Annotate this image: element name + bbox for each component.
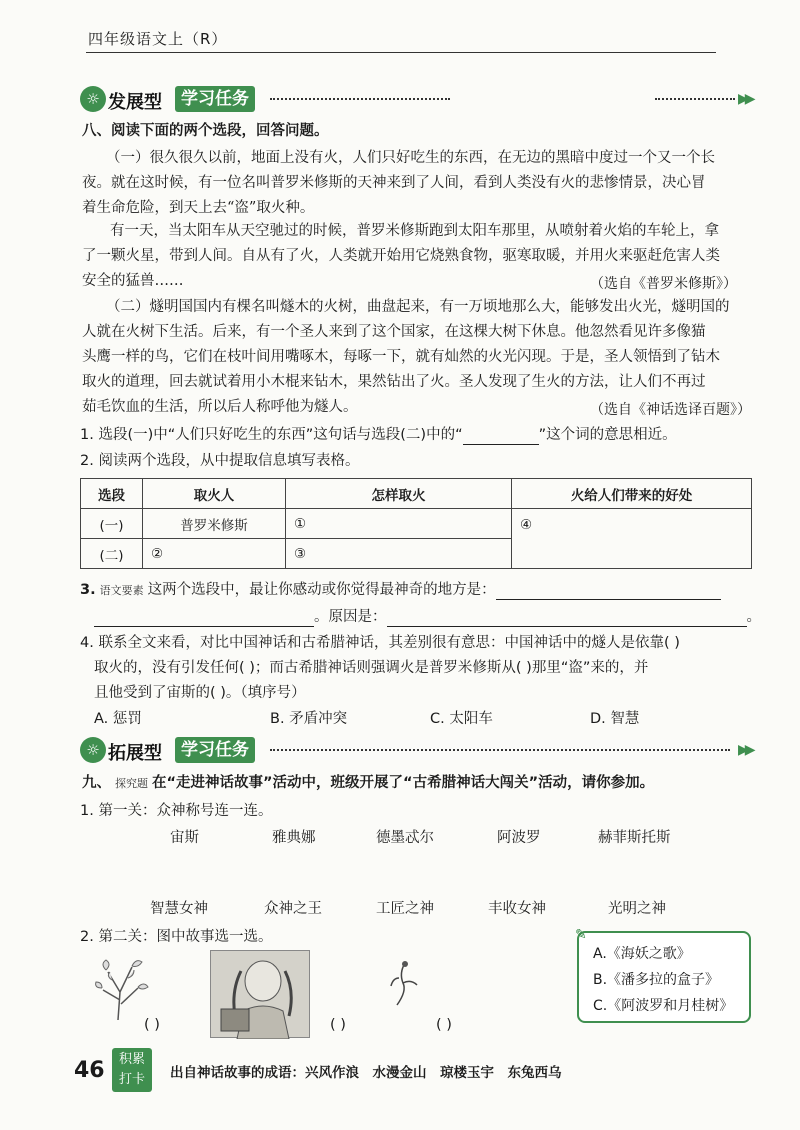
q8-sub4-line: 4. 联系全文来看，对比中国神话和古希腊神话，其差别很有意思：中国神话中的燧人是依靠( ) bbox=[80, 635, 680, 651]
passage-line: 着生命危险，到天上去“盗”取火种。 bbox=[82, 200, 315, 216]
double-arrow-icon: ▶▶ bbox=[738, 742, 752, 758]
answer-bracket[interactable]: ( ) bbox=[330, 1017, 346, 1033]
banner-tag: 学习任务 bbox=[175, 737, 255, 763]
q9-level2: 2. 第二关：图中故事选一选。 bbox=[80, 929, 273, 945]
accumulate-checkin-badge bbox=[112, 1048, 152, 1092]
double-arrow-icon: ▶▶ bbox=[738, 91, 752, 107]
banner-dots bbox=[270, 749, 730, 751]
table-cell-answer[interactable]: ④ bbox=[512, 509, 752, 569]
answer-bracket[interactable]: ( ) bbox=[144, 1017, 160, 1033]
god-title[interactable]: 众神之王 bbox=[264, 901, 322, 917]
passage-line: 夜。就在这时候，有一位名叫普罗米修斯的天神来到了人间，看到人类没有火的悲惨情景，决心冒 bbox=[82, 175, 706, 191]
q8-sub3-text: 这两个选段中，最让你感动或你觉得最神奇的地方是： bbox=[147, 582, 496, 598]
q8-sub4-line: 取火的，没有引发任何( )；而古希腊神话则强调火是普罗米修斯从( )那里“盗”来的，并 bbox=[94, 660, 649, 676]
god-name[interactable]: 德墨忒尔 bbox=[376, 830, 434, 846]
q9-level1: 1. 第一关：众神称号连一连。 bbox=[80, 803, 273, 819]
god-name[interactable]: 宙斯 bbox=[170, 830, 199, 846]
footer-idioms: 出自神话故事的成语：兴风作浪 水漫金山 琼楼玉宇 东兔西乌 bbox=[170, 1065, 562, 1081]
badge-line: 打卡 bbox=[118, 1072, 145, 1087]
q8-sub1-text: 1. 选段(一)中“人们只好吃生的东西”这句话与选段(二)中的“ bbox=[80, 427, 463, 443]
q8-sub3-reason-blank[interactable] bbox=[387, 612, 747, 627]
laurel-tree-picture bbox=[88, 952, 158, 1022]
siren-picture bbox=[385, 958, 425, 1008]
banner-dots bbox=[270, 98, 450, 100]
passage-line: 有一天，当太阳车从天空驰过的时候，普罗米修斯跑到太阳车那里，从喷射着火焰的车轮上，拿 bbox=[110, 223, 719, 239]
pandora-picture bbox=[210, 950, 310, 1038]
story-option-b: B.《潘多拉的盒子》 bbox=[593, 972, 720, 988]
banner-label: 发展型 bbox=[108, 92, 162, 113]
info-table bbox=[80, 478, 752, 569]
passage-source: （选自《普罗米修斯》） bbox=[590, 276, 737, 292]
option-b: B. 矛盾冲突 bbox=[270, 711, 348, 727]
q8-title: 八、阅读下面的两个选段，回答问题。 bbox=[82, 123, 329, 139]
table-header: 取火人 bbox=[143, 479, 286, 509]
q8-sub3-line2 bbox=[94, 608, 761, 627]
table-header: 火给人们带来的好处 bbox=[512, 479, 752, 509]
story-option-a: A.《海妖之歌》 bbox=[593, 946, 691, 962]
table-header: 怎样取火 bbox=[286, 479, 512, 509]
explore-tag: 探究题 bbox=[115, 777, 148, 790]
passage-line: 人就在火树下生活。后来，有一个圣人来到了这个国家，在这棵大树下休息。他忽然看见许多像猫 bbox=[82, 324, 706, 340]
passage-source: （选自《神话选译百题》） bbox=[590, 402, 751, 418]
god-title[interactable]: 智慧女神 bbox=[150, 901, 208, 917]
header-divider bbox=[86, 52, 716, 53]
god-title[interactable]: 光明之神 bbox=[608, 901, 666, 917]
table-cell: 普罗米修斯 bbox=[143, 509, 286, 539]
banner-dots bbox=[655, 98, 735, 100]
banner-tag: 学习任务 bbox=[175, 86, 255, 112]
god-title[interactable]: 工匠之神 bbox=[376, 901, 434, 917]
story-options-box bbox=[575, 927, 751, 1023]
q8-sub3-blank[interactable] bbox=[496, 585, 721, 600]
passage-line: 了一颗火星，带到人间。自从有了火，人类就开始用它烧熟食物，驱寒取暖，并用火来驱赶危害人类 bbox=[82, 248, 720, 264]
lightbulb-icon: ☼ bbox=[80, 86, 106, 112]
passage-line: （二）燧明国国内有棵名叫燧木的火树，曲盘起来，有一万顷地那么大，能够发出火光，燧明国的 bbox=[106, 299, 730, 315]
q8-sub1-blank[interactable] bbox=[463, 430, 539, 445]
extend-task-banner bbox=[80, 737, 760, 763]
page-header-title: 四年级语文上（R） bbox=[88, 30, 228, 48]
table-cell: (二) bbox=[81, 539, 143, 569]
story-option-c: C.《阿波罗和月桂树》 bbox=[593, 998, 734, 1014]
q9-title bbox=[82, 774, 654, 793]
q8-sub1-text-end: ”这个词的意思相近。 bbox=[538, 427, 677, 443]
table-row bbox=[81, 509, 752, 539]
option-c: C. 太阳车 bbox=[430, 711, 493, 727]
q8-sub3-end: 。 bbox=[746, 609, 761, 625]
q8-sub3-reason: 。原因是： bbox=[314, 609, 387, 625]
pin-icon: ✎ bbox=[575, 927, 587, 943]
yuwen-element-tag: 语文要素 bbox=[99, 584, 144, 597]
table-cell-answer[interactable]: ③ bbox=[286, 539, 512, 569]
q8-sub1 bbox=[80, 426, 677, 445]
passage-line: （一）很久很久以前，地面上没有火，人们只好吃生的东西，在无边的黑暗中度过一个又一个长 bbox=[106, 150, 715, 166]
table-header: 选段 bbox=[81, 479, 143, 509]
god-name[interactable]: 雅典娜 bbox=[272, 830, 316, 846]
q8-sub4-line: 且他受到了宙斯的( )。（填序号） bbox=[94, 685, 306, 701]
q8-sub2: 2. 阅读两个选段，从中提取信息填写表格。 bbox=[80, 453, 360, 469]
banner-label: 拓展型 bbox=[108, 743, 162, 764]
develop-task-banner bbox=[80, 86, 760, 112]
god-title[interactable]: 丰收女神 bbox=[488, 901, 546, 917]
option-d: D. 智慧 bbox=[590, 711, 640, 727]
badge-line: 积累 bbox=[118, 1052, 145, 1067]
passage-line: 安全的猛兽…… bbox=[82, 273, 184, 289]
q9-num: 九、 bbox=[82, 775, 111, 791]
q9-text: 在“走进神话故事”活动中，班级开展了“古希腊神话大闯关”活动，请你参加。 bbox=[152, 775, 655, 791]
table-cell-answer[interactable]: ② bbox=[143, 539, 286, 569]
table-cell-answer[interactable]: ① bbox=[286, 509, 512, 539]
q8-sub3 bbox=[80, 581, 721, 600]
option-a: A. 惩罚 bbox=[94, 711, 142, 727]
god-name[interactable]: 赫菲斯托斯 bbox=[598, 830, 671, 846]
god-name[interactable]: 阿波罗 bbox=[497, 830, 541, 846]
q8-sub3-blank[interactable] bbox=[94, 612, 314, 627]
q8-sub3-num: 3. bbox=[80, 582, 96, 598]
passage-line: 取火的道理，回去就试着用小木棍来钻木，果然钻出了火。圣人发现了生火的方法，让人们不再过 bbox=[82, 374, 706, 390]
passage-line: 头鹰一样的鸟，它们在枝叶间用嘴啄木，每啄一下，就有灿然的火光闪现。于是，圣人领悟到了钻木 bbox=[82, 349, 720, 365]
table-cell: (一) bbox=[81, 509, 143, 539]
passage-line: 茹毛饮血的生活，所以后人称呼他为燧人。 bbox=[82, 399, 358, 415]
page-number: 46 bbox=[74, 1058, 105, 1083]
answer-bracket[interactable]: ( ) bbox=[436, 1017, 452, 1033]
lightbulb-icon: ☼ bbox=[80, 737, 106, 763]
